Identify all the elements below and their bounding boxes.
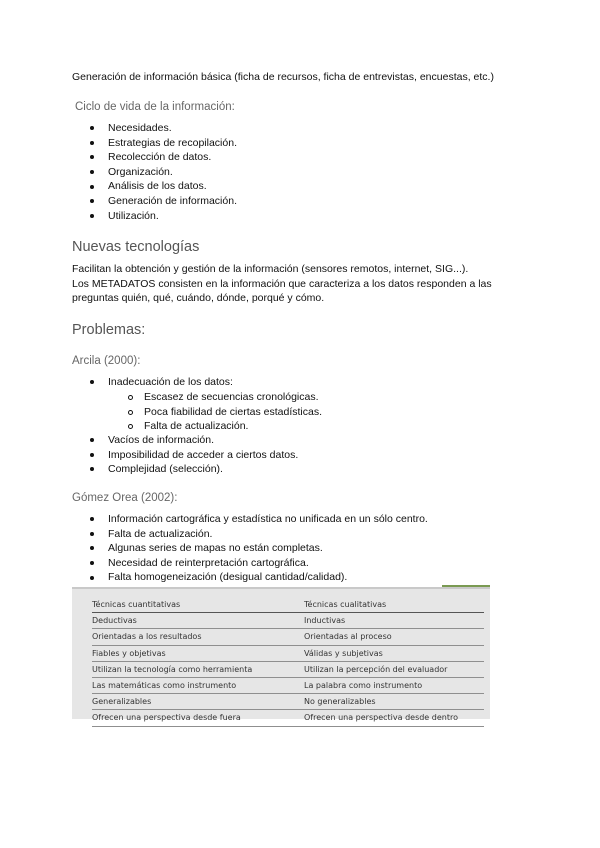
arcila-list-b <box>72 433 298 477</box>
table-cell: La palabra como instrumento <box>304 677 484 693</box>
table-cell: Ofrecen una perspectiva desde fuera <box>92 710 304 726</box>
list-item: Falta homogeneización (desigual cantidad/calidad). <box>72 570 428 585</box>
table-row <box>92 613 484 629</box>
list-item: Necesidades. <box>72 121 237 136</box>
table-cell: Orientadas a los resultados <box>92 629 304 645</box>
table-accent-line <box>442 585 490 587</box>
table-row <box>92 710 484 726</box>
list-item: Organización. <box>72 165 237 180</box>
table-row <box>92 629 484 645</box>
list-item: Generación de información. <box>72 194 237 209</box>
nuevas-heading: Nuevas tecnologías <box>72 239 200 255</box>
gomez-heading: Gómez Orea (2002): <box>72 492 178 504</box>
arcila-heading: Arcila (2000): <box>72 355 141 367</box>
table-cell: Válidas y subjetivas <box>304 645 484 661</box>
problemas-heading: Problemas: <box>72 322 146 338</box>
table-row <box>92 661 484 677</box>
list-item: Información cartográfica y estadística no unificada en un sólo centro. <box>72 512 428 527</box>
table-cell: Las matemáticas como instrumento <box>92 677 304 693</box>
list-item: Algunas series de mapas no están completas. <box>72 541 428 556</box>
table-cell: Utilizan la percepción del evaluador <box>304 661 484 677</box>
list-item: Escasez de secuencias cronológicas. <box>72 390 322 405</box>
list-item: Falta de actualización. <box>72 527 428 542</box>
table-row <box>92 694 484 710</box>
list-item: Imposibilidad de acceder a ciertos datos. <box>72 448 298 463</box>
nuevas-paragraph-1: Facilitan la obtención y gestión de la información (sensores remotos, internet, SIG...). <box>72 263 469 275</box>
techniques-table-image <box>72 587 490 723</box>
list-item: Necesidad de reinterpretación cartográfica. <box>72 556 428 571</box>
table-header: Técnicas cualitativas <box>304 597 484 613</box>
nuevas-text <box>72 262 532 306</box>
ciclo-list <box>72 121 237 223</box>
list-item: Vacíos de información. <box>72 433 298 448</box>
arcila-list-a <box>72 375 233 390</box>
list-item: Recolección de datos. <box>72 150 237 165</box>
ciclo-heading: Ciclo de vida de la información: <box>75 101 235 113</box>
list-item: Falta de actualización. <box>72 419 322 434</box>
arcila-sublist <box>72 390 322 434</box>
table-row <box>92 677 484 693</box>
table-cell: Deductivas <box>92 613 304 629</box>
table-cell: Inductivas <box>304 613 484 629</box>
techniques-table <box>92 597 484 727</box>
table-row <box>92 645 484 661</box>
table-cell: Utilizan la tecnología como herramienta <box>92 661 304 677</box>
list-item: Utilización. <box>72 209 237 224</box>
table-cell: Ofrecen una perspectiva desde dentro <box>304 710 484 726</box>
table-cell: Generalizables <box>92 694 304 710</box>
list-item: Estrategias de recopilación. <box>72 136 237 151</box>
table-header: Técnicas cuantitativas <box>92 597 304 613</box>
list-item: Inadecuación de los datos: <box>72 375 233 390</box>
list-item: Complejidad (selección). <box>72 462 298 477</box>
nuevas-paragraph-2: Los METADATOS consisten en la información que caracteriza a los datos responden a las preguntas quién, qué, cuándo, dónde, porqué y cómo. <box>72 277 492 305</box>
list-item: Análisis de los datos. <box>72 179 237 194</box>
table-cell: No generalizables <box>304 694 484 710</box>
table-cell: Orientadas al proceso <box>304 629 484 645</box>
table-header-row <box>92 597 484 613</box>
list-item: Poca fiabilidad de ciertas estadísticas. <box>72 405 322 420</box>
table-cell: Fiables y objetivas <box>92 645 304 661</box>
intro-text: Generación de información básica (ficha de recursos, ficha de entrevistas, encuestas, etc.) <box>72 71 494 83</box>
gomez-list <box>72 512 428 585</box>
